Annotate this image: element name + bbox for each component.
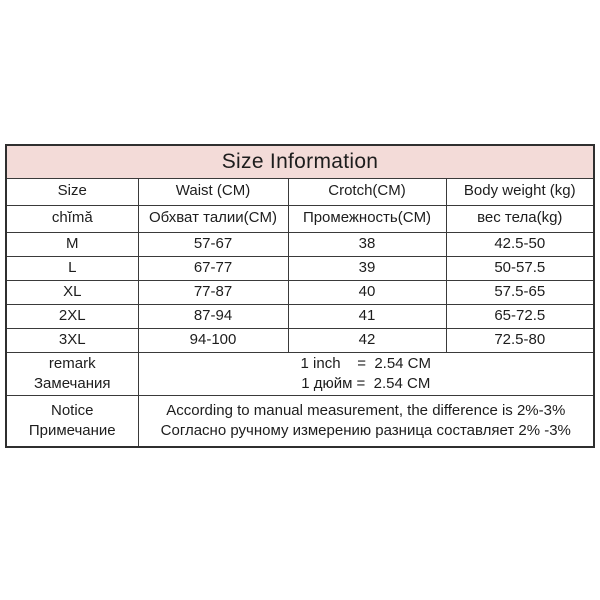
remark-label: [6, 352, 138, 395]
remark-value-ru: 1 дюйм = 2.54 CM: [301, 374, 431, 392]
remark-value-en: 1 inch = 2.54 CM: [300, 354, 432, 372]
table-row-l: [6, 256, 594, 280]
col-header-waist: Waist (CM): [138, 178, 288, 205]
size-cell: M: [6, 232, 138, 256]
remark-value: [138, 352, 594, 395]
header-row-translated: [6, 205, 594, 232]
weight-cell: 72.5-80: [446, 328, 594, 352]
weight-cell: 50-57.5: [446, 256, 594, 280]
remark-label-en: remark: [48, 354, 96, 372]
notice-label-en: Notice: [50, 401, 94, 419]
col-header-weight: Body weight (kg): [446, 178, 594, 205]
col-header-crotch: Crotch(CM): [288, 178, 446, 205]
notice-value-en: According to manual measurement, the difference is 2%-3%: [166, 401, 566, 419]
waist-cell: 87-94: [138, 304, 288, 328]
size-table: [5, 144, 595, 448]
col-header-waist-ru: Обхват талии(CM): [138, 205, 288, 232]
waist-cell: 94-100: [138, 328, 288, 352]
weight-cell: 65-72.5: [446, 304, 594, 328]
title-row: [6, 145, 594, 178]
size-cell: L: [6, 256, 138, 280]
size-cell: 2XL: [6, 304, 138, 328]
table-row-m: [6, 232, 594, 256]
notice-value: [138, 395, 594, 447]
size-cell: 3XL: [6, 328, 138, 352]
remark-label-ru: Замечания: [33, 374, 111, 392]
col-header-crotch-ru: Промежность(CM): [288, 205, 446, 232]
crotch-cell: 40: [288, 280, 446, 304]
weight-cell: 42.5-50: [446, 232, 594, 256]
table-row-3xl: [6, 328, 594, 352]
notice-row: [6, 395, 594, 447]
crotch-cell: 42: [288, 328, 446, 352]
size-cell: XL: [6, 280, 138, 304]
table-row-2xl: [6, 304, 594, 328]
waist-cell: 67-77: [138, 256, 288, 280]
notice-label: [6, 395, 138, 447]
notice-label-ru: Примечание: [28, 421, 116, 439]
waist-cell: 57-67: [138, 232, 288, 256]
notice-value-ru: Согласно ручному измерению разница составляет 2% -3%: [160, 421, 571, 439]
table-row-xl: [6, 280, 594, 304]
weight-cell: 57.5-65: [446, 280, 594, 304]
crotch-cell: 39: [288, 256, 446, 280]
col-header-size-pinyin: chĭmă: [6, 205, 138, 232]
remark-row: [6, 352, 594, 395]
header-row-en: [6, 178, 594, 205]
table-title: Size Information: [6, 145, 594, 178]
col-header-size: Size: [6, 178, 138, 205]
col-header-weight-ru: вес тела(kg): [446, 205, 594, 232]
waist-cell: 77-87: [138, 280, 288, 304]
crotch-cell: 41: [288, 304, 446, 328]
crotch-cell: 38: [288, 232, 446, 256]
